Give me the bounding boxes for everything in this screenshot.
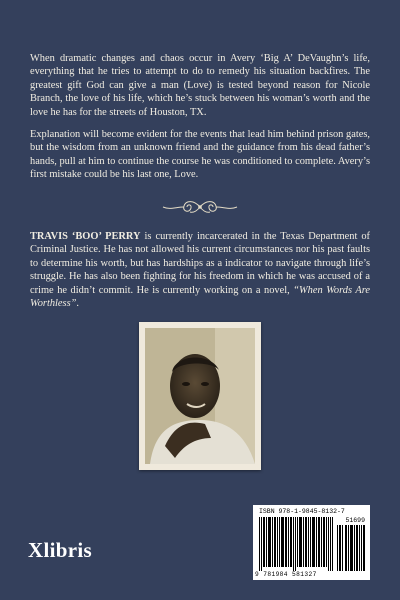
author-bio: [30, 230, 370, 310]
price-barcode-bars: [337, 525, 365, 571]
author-bio-text: is currently incarcerated in the Texas Department of Criminal Justice. He has not allowed his current circumstances nor his past faults to determine his worth, but has hardships as a indicator to navigate through life’s struggle. He has also been fighting for his freedom in which he was accused of a crime he didn’t commit. He is currently working on a novel,: [30, 231, 370, 296]
ean-barcode-bars: [259, 517, 333, 571]
author-bio-end: .: [76, 298, 79, 310]
author-photo-icon: [145, 328, 255, 464]
author-name: TRAVIS ‘BOO’ PERRY: [30, 231, 141, 242]
isbn-number: ISBN 978-1-9845-8132-7: [259, 508, 345, 515]
flourish-divider-icon: [160, 198, 240, 216]
publisher-logo: Xlibris: [28, 538, 92, 562]
synopsis-paragraph-2: Explanation will become evident for the events that lead him behind prison gates, but the wisdom from an unknown friend and the guidance from his dead father’s hands, pull at him to continue the course he was conditioned to complete. Avery’s first mistake could be his last one, Love.: [30, 129, 370, 181]
ean-digits: 9 781984 581327: [255, 571, 317, 578]
price-code: 51699: [345, 517, 365, 524]
author-photo-frame: [139, 322, 261, 470]
upcoming-novel-title: “When Words Are Worthless”: [30, 284, 370, 310]
synopsis-paragraph-1: When dramatic changes and chaos occur in Avery ‘Big A’ DeVaughn’s life, everything that he tries to attempt to do to remedy his situation backfires. The greatest gift God can give a man (Love) is tested beyond reason for Nicole Branch, the love of his life, which he’s stuck between his woman’s worth and the love he has for the streets of Houston, TX.: [30, 53, 370, 118]
isbn-barcode: [253, 505, 370, 580]
